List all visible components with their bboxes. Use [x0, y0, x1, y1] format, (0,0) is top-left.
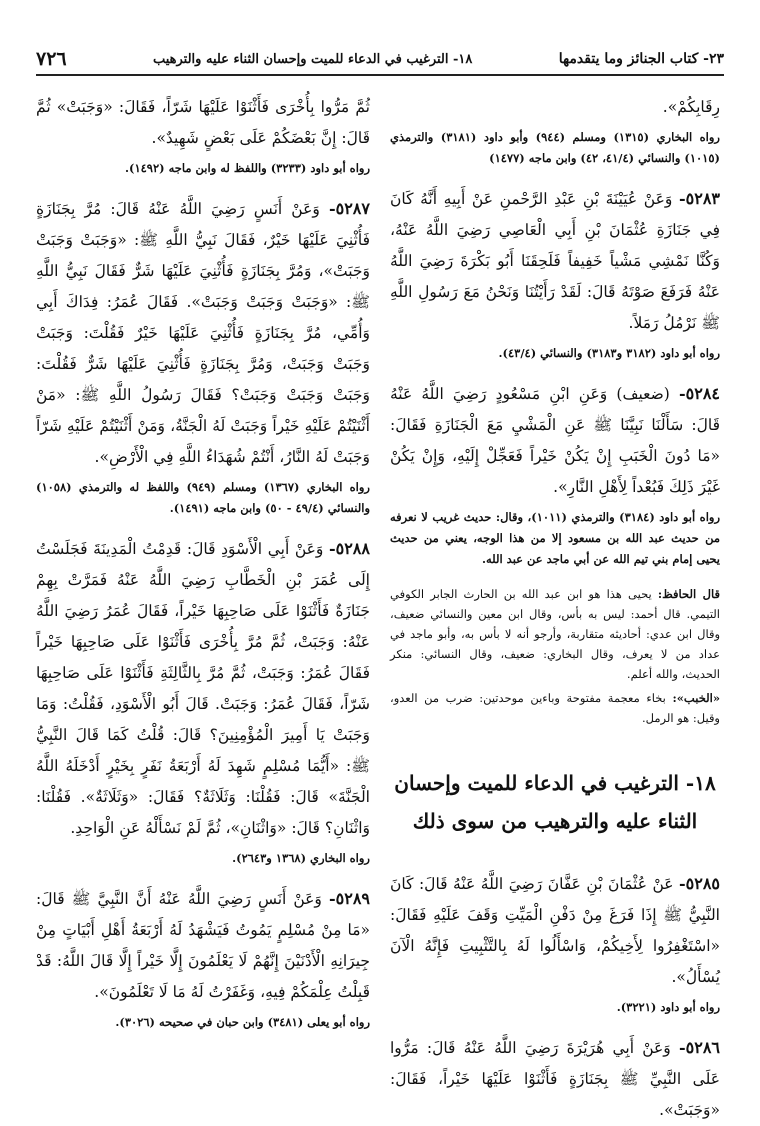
hadith-number: ٥٢٨٥-: [678, 874, 720, 893]
right-column: [390, 92, 721, 1119]
page-number: ٧٢٦: [36, 48, 67, 70]
left-column: [36, 92, 370, 1082]
hadith-text: وَعَنْ أَنَسٍ رَضِيَ اللَّهُ عَنْهُ أَنَّ النَّبِيَّ ﷺ قَالَ: «مَا مِنْ مُسْلِمٍ يَمُوتُ فَيَشْهَدُ لَهُ أَرْبَعَةُ أَهْلِ أَبْيَاتٍ مِنْ جِيرَانِهِ الْأَدْنَيْنَ إِنَّهُمْ لَا يَعْلَمُونَ إِلَّا خَيْراً إِلَّا قَالَ اللَّهُ: قَدْ قَبِلْتُ عِلْمَكُمْ فِيهِ، وَغَفَرْتُ لَهُ مَا لَا تَعْلَمُونَ».: [36, 890, 370, 1001]
chapter-heading: ١٨- الترغيب في الدعاء للميت وإحسان الثناء عليه والترهيب من سوى ذلك: [394, 771, 716, 833]
hadith-text: عَنْ عُثْمَانَ بْنِ عَفَّانَ رَضِيَ اللَّهُ عَنْهُ قَالَ: كَانَ النَّبِيُّ ﷺ إِذَا فَرَغَ مِنْ دَفْنِ الْمَيِّتِ وَقَفَ عَلَيْهِ فَقَالَ: «اسْتَغْفِرُوا لِأَخِيكُمْ، وَاسْأَلُوا لَهُ بِالتَّثْبِيتِ فَإِنَّهُ الْآنَ يُسْأَلُ».: [390, 875, 720, 986]
hadith-number: ٥٢٨٣-: [678, 189, 720, 208]
continued-hadith-text: رِقَابِكُمْ».: [662, 98, 720, 116]
hadith-5283: [390, 183, 720, 364]
note-lead: قال الحافظ:: [657, 587, 720, 601]
hadith-source: رواه البخاري (١٣٦٨ و٢٦٤٣).: [232, 851, 370, 865]
hadith-source: رواه أبو يعلى (٣٤٨١) وابن حبان في صحيحه (٣٠٢٦).: [115, 1015, 370, 1029]
hadith-source: رواه أبو داود (٣١٨٤) والترمذي (١٠١١)، وقال: حديث غريب لا نعرفه من حديث عبد الله بن مسعود إلا من هذا الوجه، يعني من حديث يحيى إمام بني تيم الله عن أبي ماجد عن عبد الله.: [390, 510, 720, 566]
note-lead: «الخبب»:: [672, 691, 721, 705]
hadith-5286: [390, 1032, 720, 1126]
hadith-text: وَعَنْ أَبِي الْأَسْوَدِ قَالَ: قَدِمْتُ الْمَدِينَةَ فَجَلَسْتُ إِلَى عُمَرَ بْنِ الْخَطَّابِ رَضِيَ اللَّهُ عَنْهُ فَمَرَّتْ بِهِمْ جَنَازَةٌ فَأَثْنَوْا عَلَى صَاحِبِهَا خَيْراً، فَقَالَ عُمَرُ رَضِيَ اللَّهُ عَنْهُ: وَجَبَتْ، ثُمَّ مُرَّ بِأُخْرَى فَأَثْنَوْا عَلَى صَاحِبِهَا خَيْراً فَقَالَ عُمَرُ: وَجَبَتْ، ثُمَّ مُرَّ بِالثَّالِثَةِ فَأَثْنَوْا عَلَى صَاحِبِهَا شَرّاً، فَقَالَ عُمَرُ: وَجَبَتْ. قَالَ أَبُو الْأَسْوَدِ، فَقُلْتُ: وَمَا وَجَبَتْ يَا أَمِيرَ الْمُؤْمِنِينَ؟ قَالَ: قُلْتُ كَمَا قَالَ النَّبِيُّ ﷺ: «أَيُّمَا مُسْلِمٍ شَهِدَ لَهُ أَرْبَعَةُ نَفَرٍ بِخَيْرٍ أَدْخَلَهُ اللَّهُ الْجَنَّةَ» قَالَ: فَقُلْنَا: وَثَلَاثَةٌ؟ فَقَالَ: «وَثَلَاثَةٌ». فَقُلْنَا: وَاثْنَانِ؟ قَالَ: «وَاثْنَانِ»، ثُمَّ لَمْ نَسْأَلْهُ عَنِ الْوَاحِدِ.: [36, 540, 370, 837]
hadith-5289: [36, 883, 370, 1033]
hadith-number: ٥٢٨٨-: [328, 539, 370, 558]
hadith-5284: [390, 378, 720, 728]
note-text: بخاء معجمة مفتوحة وباءين موحدتين: ضرب من العدو، وقيل: هو الرمل.: [390, 691, 720, 725]
commentary-note: [390, 584, 720, 684]
hadith-number: ٥٢٨٤-: [678, 384, 720, 403]
hadith-5288: [36, 533, 370, 869]
hadith-number: ٥٢٨٧-: [328, 199, 370, 218]
hadith-text: وَعَنْ عُيَيْنَةَ بْنِ عَبْدِ الرَّحْمنِ عَنْ أَبِيهِ أَنَّهُ كَانَ فِي جَنَازَةِ عُثْمَانَ بْنِ أَبِي الْعَاصِي رَضِيَ اللَّهُ عَنْهُ، وَكُنَّا نَمْشِي مَشْياً خَفِيفاً فَلَحِقَنَا أَبُو بَكْرَةَ رَضِيَ اللَّهُ عَنْهُ فَرَفَعَ صَوْتَهُ قَالَ: لَقَدْ رَأَيْتُنَا وَنَحْنُ مَعَ رَسُولِ اللَّهِ ﷺ نَرْمُلُ رَمَلاً.: [390, 190, 720, 332]
hadith-text: وَعَنْ أَبِي هُرَيْرَةَ رَضِيَ اللَّهُ عَنْهُ قَالَ: مَرُّوا عَلَى النَّبِيِّ ﷺ بِجَنَازَةٍ فَأَثْنَوْا عَلَيْهَا خَيْراً، فَقَالَ: «وَجَبَتْ».: [390, 1039, 720, 1119]
hadith-5285: [390, 868, 720, 1018]
hadith-source: رواه أبو داود (٣١٨٢ و٣١٨٣) والنسائي (٤٣/٤).: [498, 346, 720, 360]
hadith-source: رواه البخاري (١٣٦٧) ومسلم (٩٤٩) واللفظ له والترمذي (١٠٥٨) والنسائي (٤٩/٤ - ٥٠) وابن ماجه (١٤٩١).: [36, 480, 370, 515]
hadith-5287: [36, 193, 370, 519]
page-header: [36, 44, 724, 76]
hadith-text: (ضعيف) وَعَنِ ابْنِ مَسْعُودٍ رَضِيَ اللَّهُ عَنْهُ قَالَ: سَأَلْنَا نَبِيَّنَا ﷺ عَنِ الْمَشْيِ مَعَ الْجَنَازَةِ فَقَالَ: «مَا دُونَ الْخَبَبِ إِنْ يَكُنْ خَيْراً فَعَجِّلْ إِلَيْهِ، وَإِنْ يَكُنْ غَيْرَ ذَلِكَ فَبُعْداً لِأَهْلِ النَّارِ».: [390, 385, 720, 496]
hadith-source: رواه أبو داود (٣٢٣٣) واللفظ له وابن ماجه (١٤٩٢).: [124, 161, 370, 175]
hadith-number: ٥٢٨٦-: [678, 1038, 720, 1057]
note-text: يحيى هذا هو ابن عبد الله بن الحارث الجابر الكوفي التيمي. قال أحمد: ليس به بأس، وقال ابن معين والنسائي ضعيف، وقال ابن عدي: أحاديثه متقاربة، وأرجو أنه لا بأس به، وأبو ماجد في عداد من لا يعرف، وقال البخاري: ضعيف، وقال النسائي: منكر الحديث، والله أعلم.: [390, 587, 720, 681]
hadith-number: ٥٢٨٩-: [328, 889, 370, 908]
running-section-title: ١٨- الترغيب في الدعاء للميت وإحسان الثناء عليه والترهيب: [152, 51, 473, 67]
continued-hadith-text: ثُمَّ مَرُّوا بِأُخْرَى فَأَثْنَوْا عَلَيْهَا شَرّاً، فَقَالَ: «وَجَبَتْ» ثُمَّ قَالَ: إِنَّ بَعْضَكُمْ عَلَى بَعْضٍ شَهِيدٌ».: [36, 98, 370, 147]
hadith-source: رواه أبو داود (٣٢٢١).: [616, 1000, 720, 1014]
glossary-note: [390, 688, 720, 728]
hadith-source: رواه البخاري (١٣١٥) ومسلم (٩٤٤) وأبو داود (٣١٨١) والترمذي (١٠١٥) والنسائي (٤١/٤، ٤٢) وابن ماجه (١٤٧٧): [390, 130, 720, 165]
hadith-text: وَعَنْ أَنَسٍ رَضِيَ اللَّهُ عَنْهُ قَالَ: مُرَّ بِجَنَازَةٍ فَأُثْنِيَ عَلَيْهَا خَيْرٌ، فَقَالَ نَبِيُّ اللَّهِ ﷺ: «وَجَبَتْ وَجَبَتْ وَجَبَتْ»، وَمُرَّ بِجَنَازَةٍ فَأُثْنِيَ عَلَيْهَا شَرٌّ فَقَالَ نَبِيُّ اللَّهِ ﷺ: «وَجَبَتْ وَجَبَتْ وَجَبَتْ». فَقَالَ عُمَرُ: فِدَاكَ أَبِي وَأُمِّي، مُرَّ بِجَنَازَةٍ فَأُثْنِيَ عَلَيْهَا خَيْرٌ فَقُلْتَ: وَجَبَتْ وَجَبَتْ وَجَبَتْ، وَمُرَّ بِجَنَازَةٍ فَأُثْنِيَ عَلَيْهَا شَرٌّ فَقُلْتَ: وَجَبَتْ وَجَبَتْ وَجَبَتْ؟ فَقَالَ رَسُولُ اللَّهِ ﷺ: «مَنْ أَثْنَيْتُمْ عَلَيْهِ خَيْراً وَجَبَتْ لَهُ الْجَنَّةُ، وَمَنْ أَثْنَيْتُمْ عَلَيْهِ شَرّاً وَجَبَتْ لَهُ النَّارُ، أَنْتُمْ شُهَدَاءُ اللَّهِ فِي الْأَرْضِ».: [36, 200, 370, 466]
running-chapter-title: ٢٣- كتاب الجنائز وما يتقدمها: [558, 51, 724, 67]
